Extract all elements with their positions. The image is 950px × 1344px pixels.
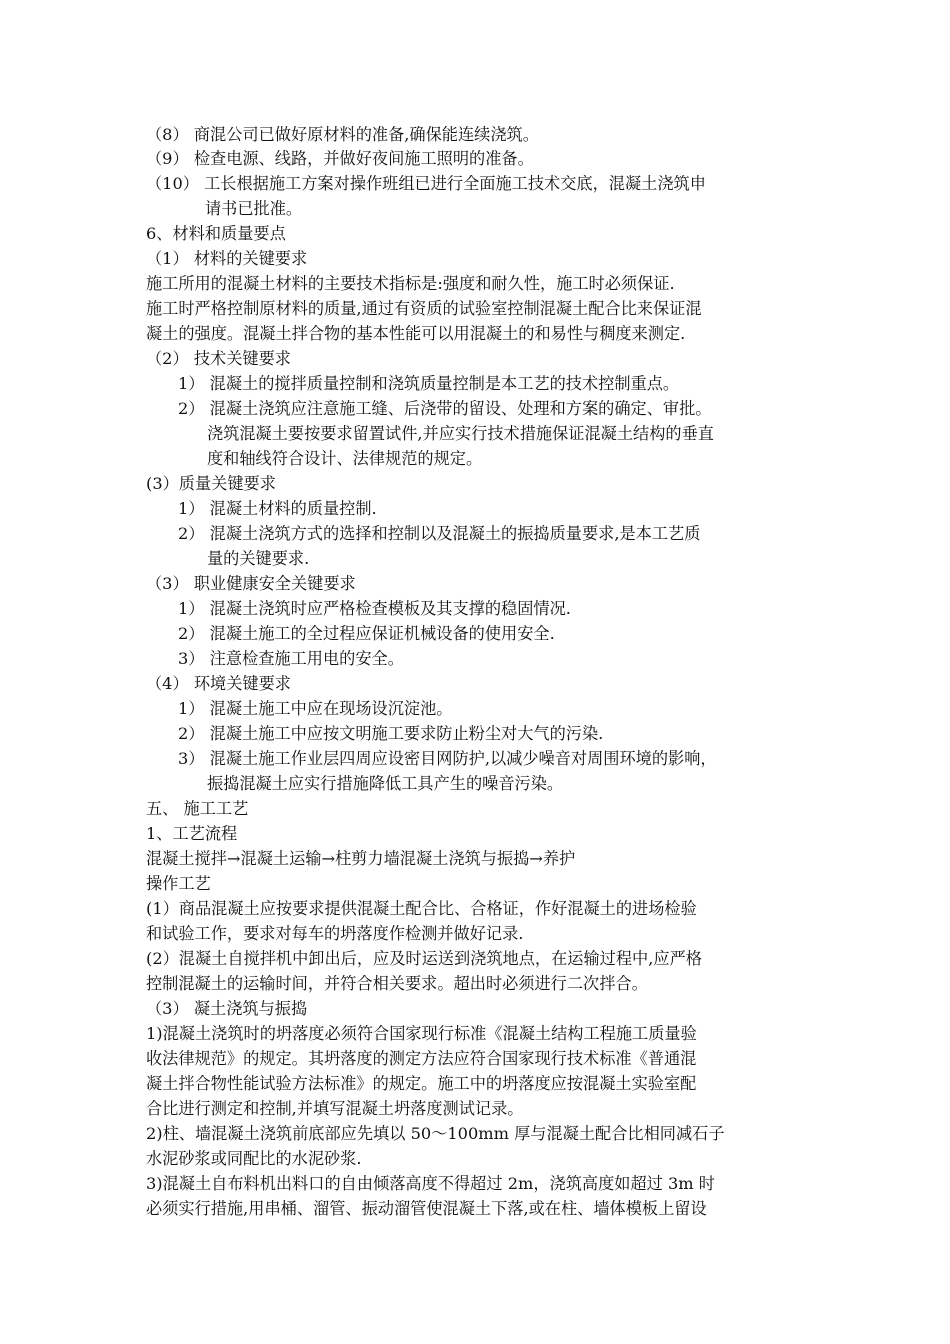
list-item: 1） 混凝土的搅拌质量控制和浇筑质量控制是本工艺的技术控制重点。 — [178, 374, 680, 393]
text-line: 施工时严格控制原材料的质量,通过有资质的试验室控制混凝土配合比来保证混 — [146, 299, 702, 318]
text-line: 量的关键要求. — [207, 549, 310, 568]
list-item: 1） 混凝土浇筑时应严格检查模板及其支撑的稳固情况. — [178, 599, 571, 618]
subsection-heading: （3） 职业健康安全关键要求 — [146, 574, 356, 593]
text-line: 混凝土搅拌→混凝土运输→柱剪力墙混凝土浇筑与振捣→养护 — [146, 849, 576, 868]
text-line: 度和轴线符合设计、法律规范的规定。 — [207, 449, 483, 468]
text-line: (2）混凝土自搅拌机中卸出后，应及时运送到浇筑地点，在运输过程中,应严格 — [146, 949, 702, 968]
text-line: 浇筑混凝土要按要求留置试件,并应实行技术措施保证混凝土结构的垂直 — [207, 424, 714, 443]
list-item: 2） 混凝土施工中应按文明施工要求防止粉尘对大气的污染. — [178, 724, 604, 743]
text-line: 振捣混凝土应实行措施降低工具产生的噪音污染。 — [207, 774, 564, 793]
subsection-heading: （3） 凝土浇筑与振捣 — [146, 999, 308, 1018]
text-line: 收法律规范》的规定。其坍落度的测定方法应符合国家现行技术标准《普通混 — [146, 1049, 697, 1068]
text-line: 3)混凝土自布料机出料口的自由倾落高度不得超过 2m，浇筑高度如超过 3m 时 — [146, 1174, 715, 1193]
text-line: （9） 检查电源、线路，并做好夜间施工照明的准备。 — [146, 149, 534, 168]
text-line: （10） 工长根据施工方案对操作班组已进行全面施工技术交底，混凝土浇筑申 — [146, 174, 706, 193]
text-line: （8） 商混公司已做好原材料的准备,确保能连续浇筑。 — [146, 125, 539, 144]
subsection-heading: （1） 材料的关键要求 — [146, 249, 308, 268]
subsection-heading: （2） 技术关键要求 — [146, 349, 291, 368]
subsection-heading: （4） 环境关键要求 — [146, 674, 291, 693]
text-line: 和试验工作，要求对每车的坍落度作检测并做好记录. — [146, 924, 524, 943]
text-line: 水泥砂浆或同配比的水泥砂浆. — [146, 1149, 362, 1168]
text-line: 控制混凝土的运输时间，并符合相关要求。超出时必须进行二次拌合。 — [146, 974, 648, 993]
subsection-heading: (3）质量关键要求 — [146, 474, 276, 493]
list-item: 1） 混凝土材料的质量控制. — [178, 499, 377, 518]
section-heading: 五、 施工工艺 — [146, 799, 249, 818]
text-line: (1）商品混凝土应按要求提供混凝土配合比、合格证，作好混凝土的进场检验 — [146, 899, 697, 918]
list-item: 3） 注意检查施工用电的安全。 — [178, 649, 404, 668]
list-item: 3） 混凝土施工作业层四周应设密目网防护,以减少噪音对周围环境的影响， — [178, 749, 717, 768]
text-line: 1)混凝土浇筑时的坍落度必须符合国家现行标准《混凝土结构工程施工质量验 — [146, 1024, 697, 1043]
subsection-heading: 操作工艺 — [146, 874, 211, 893]
text-line: 凝土拌合物性能试验方法标准》的规定。施工中的坍落度应按混凝土实验室配 — [146, 1074, 697, 1093]
section-heading: 6、材料和质量要点 — [146, 224, 286, 243]
text-line: 必须实行措施,用串桶、溜管、振动溜管使混凝土下落,或在柱、墙体模板上留设 — [146, 1199, 707, 1218]
list-item: 2） 混凝土施工的全过程应保证机械设备的使用安全. — [178, 624, 555, 643]
text-line: 施工所用的混凝土材料的主要技术指标是:强度和耐久性，施工时必须保证. — [146, 274, 675, 293]
list-item: 1） 混凝土施工中应在现场设沉淀池。 — [178, 699, 453, 718]
text-line: 请书已批准。 — [205, 199, 303, 218]
list-item: 2） 混凝土浇筑方式的选择和控制以及混凝土的振捣质量要求,是本工艺质 — [178, 524, 701, 543]
section-heading: 1、工艺流程 — [146, 824, 238, 843]
text-line: 2)柱、墙混凝土浇筑前底部应先填以 50～100mm 厚与混凝土配合比相同减石子 — [146, 1124, 725, 1143]
list-item: 2） 混凝土浇筑应注意施工缝、后浇带的留设、处理和方案的确定、审批。 — [178, 399, 712, 418]
text-line: 凝土的强度。混凝土拌合物的基本性能可以用混凝土的和易性与稠度来测定. — [146, 324, 686, 343]
text-line: 合比进行测定和控制,并填写混凝土坍落度测试记录。 — [146, 1099, 524, 1118]
